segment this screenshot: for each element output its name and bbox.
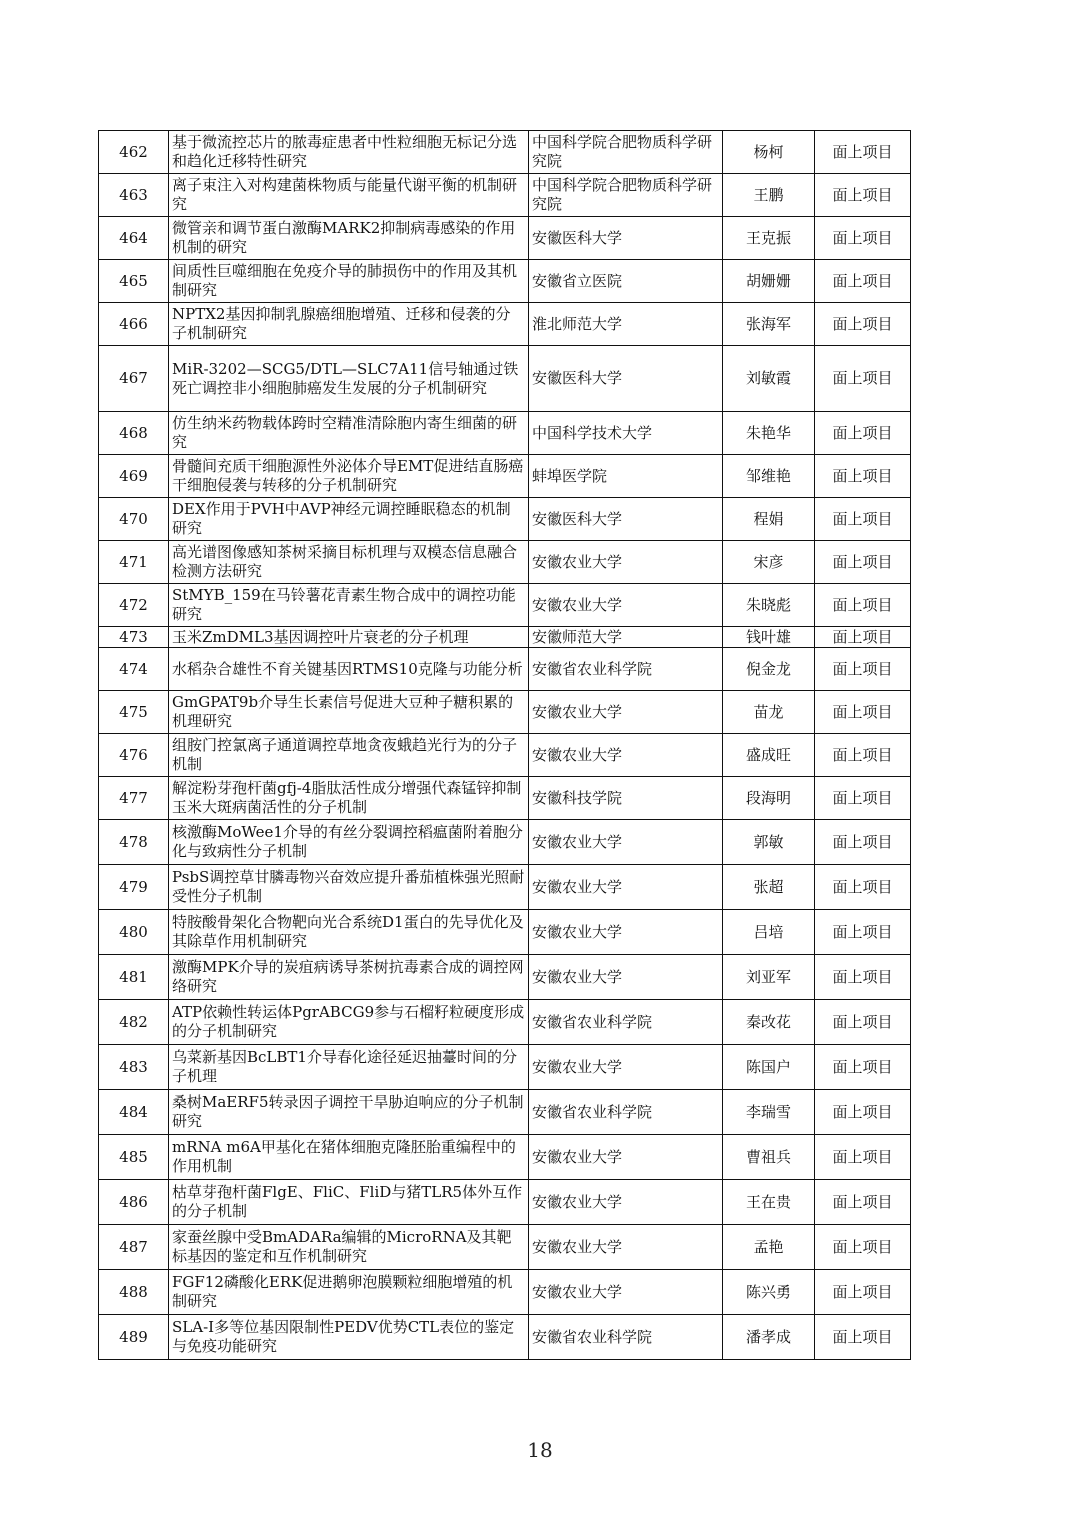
leader-cell: 王鹏 xyxy=(723,174,815,217)
leader-cell: 杨柯 xyxy=(723,131,815,174)
project-number-cell: 481 xyxy=(99,955,169,1000)
institution-cell: 安徽省农业科学院 xyxy=(529,1000,723,1045)
institution-cell: 安徽农业大学 xyxy=(529,820,723,865)
leader-cell: 陈兴勇 xyxy=(723,1270,815,1315)
project-type-cell: 面上项目 xyxy=(815,648,911,691)
project-type-cell: 面上项目 xyxy=(815,910,911,955)
table-row xyxy=(99,627,911,648)
project-type-cell: 面上项目 xyxy=(815,260,911,303)
leader-cell: 胡姗姗 xyxy=(723,260,815,303)
leader-cell: 程娟 xyxy=(723,498,815,541)
project-title-cell: 组胺门控氯离子通道调控草地贪夜蛾趋光行为的分子机制 xyxy=(169,734,529,777)
leader-cell: 朱艳华 xyxy=(723,412,815,455)
project-number-cell: 465 xyxy=(99,260,169,303)
table-row xyxy=(99,820,911,865)
project-title-cell: NPTX2基因抑制乳腺癌细胞增殖、迁移和侵袭的分子机制研究 xyxy=(169,303,529,346)
project-type-cell: 面上项目 xyxy=(815,584,911,627)
project-type-cell: 面上项目 xyxy=(815,1000,911,1045)
institution-cell: 安徽医科大学 xyxy=(529,217,723,260)
leader-cell: 邹维艳 xyxy=(723,455,815,498)
table-row xyxy=(99,1315,911,1360)
project-number-cell: 467 xyxy=(99,346,169,412)
project-title-cell: 核激酶MoWee1介导的有丝分裂调控稻瘟菌附着胞分化与致病性分子机制 xyxy=(169,820,529,865)
project-number-cell: 470 xyxy=(99,498,169,541)
project-type-cell: 面上项目 xyxy=(815,734,911,777)
table-row xyxy=(99,1225,911,1270)
project-type-cell: 面上项目 xyxy=(815,955,911,1000)
table-row xyxy=(99,777,911,820)
table-row xyxy=(99,1180,911,1225)
institution-cell: 安徽农业大学 xyxy=(529,1045,723,1090)
project-type-cell: 面上项目 xyxy=(815,346,911,412)
leader-cell: 刘亚军 xyxy=(723,955,815,1000)
table-row xyxy=(99,217,911,260)
table-row xyxy=(99,910,911,955)
project-number-cell: 485 xyxy=(99,1135,169,1180)
project-number-cell: 476 xyxy=(99,734,169,777)
project-title-cell: 特胺酸骨架化合物靶向光合系统D1蛋白的先导优化及其除草作用机制研究 xyxy=(169,910,529,955)
leader-cell: 王在贵 xyxy=(723,1180,815,1225)
project-title-cell: 激酶MPK介导的炭疽病诱导茶树抗毒素合成的调控网络研究 xyxy=(169,955,529,1000)
project-type-cell: 面上项目 xyxy=(815,627,911,648)
leader-cell: 倪金龙 xyxy=(723,648,815,691)
institution-cell: 安徽医科大学 xyxy=(529,498,723,541)
institution-cell: 安徽省农业科学院 xyxy=(529,1090,723,1135)
institution-cell: 安徽农业大学 xyxy=(529,1135,723,1180)
project-title-cell: 基于微流控芯片的脓毒症患者中性粒细胞无标记分选和趋化迁移特性研究 xyxy=(169,131,529,174)
project-number-cell: 487 xyxy=(99,1225,169,1270)
institution-cell: 蚌埠医学院 xyxy=(529,455,723,498)
project-number-cell: 471 xyxy=(99,541,169,584)
leader-cell: 郭敏 xyxy=(723,820,815,865)
project-number-cell: 489 xyxy=(99,1315,169,1360)
table-body xyxy=(99,131,911,1360)
project-title-cell: 枯草芽孢杆菌FlgE、FliC、FliD与猪TLR5体外互作的分子机制 xyxy=(169,1180,529,1225)
project-number-cell: 486 xyxy=(99,1180,169,1225)
project-number-cell: 480 xyxy=(99,910,169,955)
table-row xyxy=(99,648,911,691)
table-row xyxy=(99,584,911,627)
leader-cell: 张超 xyxy=(723,865,815,910)
leader-cell: 吕培 xyxy=(723,910,815,955)
project-type-cell: 面上项目 xyxy=(815,303,911,346)
project-title-cell: GmGPAT9b介导生长素信号促进大豆种子糖积累的机理研究 xyxy=(169,691,529,734)
project-title-cell: StMYB_159在马铃薯花青素生物合成中的调控功能研究 xyxy=(169,584,529,627)
project-number-cell: 462 xyxy=(99,131,169,174)
project-number-cell: 469 xyxy=(99,455,169,498)
institution-cell: 安徽农业大学 xyxy=(529,955,723,1000)
project-type-cell: 面上项目 xyxy=(815,1090,911,1135)
project-type-cell: 面上项目 xyxy=(815,1135,911,1180)
table-row xyxy=(99,734,911,777)
table-row xyxy=(99,303,911,346)
project-title-cell: FGF12磷酸化ERK促进鹅卵泡膜颗粒细胞增殖的机制研究 xyxy=(169,1270,529,1315)
project-number-cell: 479 xyxy=(99,865,169,910)
institution-cell: 安徽省农业科学院 xyxy=(529,1315,723,1360)
table-row xyxy=(99,1090,911,1135)
leader-cell: 曹祖兵 xyxy=(723,1135,815,1180)
project-title-cell: PsbS调控草甘膦毒物兴奋效应提升番茄植株强光照耐受性分子机制 xyxy=(169,865,529,910)
institution-cell: 安徽农业大学 xyxy=(529,691,723,734)
project-title-cell: SLA-I多等位基因限制性PEDV优势CTL表位的鉴定与免疫功能研究 xyxy=(169,1315,529,1360)
institution-cell: 淮北师范大学 xyxy=(529,303,723,346)
leader-cell: 段海明 xyxy=(723,777,815,820)
institution-cell: 中国科学院合肥物质科学研究院 xyxy=(529,131,723,174)
leader-cell: 秦改花 xyxy=(723,1000,815,1045)
project-type-cell: 面上项目 xyxy=(815,1315,911,1360)
project-number-cell: 488 xyxy=(99,1270,169,1315)
institution-cell: 中国科学院合肥物质科学研究院 xyxy=(529,174,723,217)
institution-cell: 安徽科技学院 xyxy=(529,777,723,820)
table-row xyxy=(99,691,911,734)
project-number-cell: 472 xyxy=(99,584,169,627)
table-row xyxy=(99,865,911,910)
project-number-cell: 478 xyxy=(99,820,169,865)
project-title-cell: 高光谱图像感知茶树采摘目标机理与双模态信息融合检测方法研究 xyxy=(169,541,529,584)
project-type-cell: 面上项目 xyxy=(815,498,911,541)
leader-cell: 盛成旺 xyxy=(723,734,815,777)
project-type-cell: 面上项目 xyxy=(815,691,911,734)
table-row xyxy=(99,541,911,584)
table-row xyxy=(99,498,911,541)
project-type-cell: 面上项目 xyxy=(815,1180,911,1225)
table-row xyxy=(99,174,911,217)
project-number-cell: 475 xyxy=(99,691,169,734)
institution-cell: 安徽农业大学 xyxy=(529,1225,723,1270)
project-number-cell: 464 xyxy=(99,217,169,260)
institution-cell: 安徽省农业科学院 xyxy=(529,648,723,691)
project-title-cell: MiR-3202—SCG5/DTL—SLC7A11信号轴通过铁死亡调控非小细胞肺癌发生发展的分子机制研究 xyxy=(169,346,529,412)
leader-cell: 潘孝成 xyxy=(723,1315,815,1360)
institution-cell: 安徽农业大学 xyxy=(529,734,723,777)
project-type-cell: 面上项目 xyxy=(815,174,911,217)
project-number-cell: 463 xyxy=(99,174,169,217)
table-row xyxy=(99,1045,911,1090)
project-type-cell: 面上项目 xyxy=(815,131,911,174)
project-number-cell: 477 xyxy=(99,777,169,820)
leader-cell: 宋彦 xyxy=(723,541,815,584)
project-title-cell: 桑树MaERF5转录因子调控干旱胁迫响应的分子机制研究 xyxy=(169,1090,529,1135)
institution-cell: 安徽医科大学 xyxy=(529,346,723,412)
institution-cell: 安徽省立医院 xyxy=(529,260,723,303)
table-row xyxy=(99,955,911,1000)
institution-cell: 安徽农业大学 xyxy=(529,910,723,955)
project-type-cell: 面上项目 xyxy=(815,777,911,820)
table-row xyxy=(99,131,911,174)
page-number: 18 xyxy=(527,1438,553,1462)
project-title-cell: 水稻杂合雄性不育关键基因RTMS10克隆与功能分析 xyxy=(169,648,529,691)
project-type-cell: 面上项目 xyxy=(815,1225,911,1270)
leader-cell: 苗龙 xyxy=(723,691,815,734)
leader-cell: 刘敏霞 xyxy=(723,346,815,412)
table-row xyxy=(99,412,911,455)
leader-cell: 孟艳 xyxy=(723,1225,815,1270)
project-title-cell: 乌菜新基因BcLBT1介导春化途径延迟抽薹时间的分子机理 xyxy=(169,1045,529,1090)
project-type-cell: 面上项目 xyxy=(815,455,911,498)
project-number-cell: 483 xyxy=(99,1045,169,1090)
project-title-cell: 家蚕丝腺中受BmADARa编辑的MicroRNA及其靶标基因的鉴定和互作机制研究 xyxy=(169,1225,529,1270)
leader-cell: 钱叶雄 xyxy=(723,627,815,648)
project-number-cell: 482 xyxy=(99,1000,169,1045)
project-title-cell: mRNA m6A甲基化在猪体细胞克隆胚胎重编程中的作用机制 xyxy=(169,1135,529,1180)
project-title-cell: 玉米ZmDML3基因调控叶片衰老的分子机理 xyxy=(169,627,529,648)
leader-cell: 朱晓彪 xyxy=(723,584,815,627)
leader-cell: 张海军 xyxy=(723,303,815,346)
table-row xyxy=(99,1000,911,1045)
project-title-cell: ATP依赖性转运体PgrABCG9参与石榴籽粒硬度形成的分子机制研究 xyxy=(169,1000,529,1045)
project-list-table xyxy=(98,130,911,1360)
project-type-cell: 面上项目 xyxy=(815,1270,911,1315)
project-type-cell: 面上项目 xyxy=(815,1045,911,1090)
project-title-cell: 间质性巨噬细胞在免疫介导的肺损伤中的作用及其机制研究 xyxy=(169,260,529,303)
project-type-cell: 面上项目 xyxy=(815,217,911,260)
table-row xyxy=(99,346,911,412)
table-row xyxy=(99,455,911,498)
project-title-cell: 骨髓间充质干细胞源性外泌体介导EMT促进结直肠癌干细胞侵袭与转移的分子机制研究 xyxy=(169,455,529,498)
table-row xyxy=(99,1270,911,1315)
institution-cell: 安徽农业大学 xyxy=(529,584,723,627)
project-number-cell: 484 xyxy=(99,1090,169,1135)
table-row xyxy=(99,260,911,303)
project-title-cell: 离子束注入对构建菌株物质与能量代谢平衡的机制研究 xyxy=(169,174,529,217)
project-type-cell: 面上项目 xyxy=(815,541,911,584)
project-type-cell: 面上项目 xyxy=(815,865,911,910)
institution-cell: 中国科学技术大学 xyxy=(529,412,723,455)
institution-cell: 安徽农业大学 xyxy=(529,541,723,584)
project-number-cell: 473 xyxy=(99,627,169,648)
project-title-cell: DEX作用于PVH中AVP神经元调控睡眠稳态的机制研究 xyxy=(169,498,529,541)
institution-cell: 安徽师范大学 xyxy=(529,627,723,648)
institution-cell: 安徽农业大学 xyxy=(529,1180,723,1225)
project-type-cell: 面上项目 xyxy=(815,412,911,455)
project-title-cell: 仿生纳米药物载体跨时空精准清除胞内寄生细菌的研究 xyxy=(169,412,529,455)
institution-cell: 安徽农业大学 xyxy=(529,1270,723,1315)
leader-cell: 王克振 xyxy=(723,217,815,260)
project-type-cell: 面上项目 xyxy=(815,820,911,865)
project-title-cell: 解淀粉芽孢杆菌gfj-4脂肽活性成分增强代森锰锌抑制玉米大斑病菌活性的分子机制 xyxy=(169,777,529,820)
leader-cell: 李瑞雪 xyxy=(723,1090,815,1135)
project-title-cell: 微管亲和调节蛋白激酶MARK2抑制病毒感染的作用机制的研究 xyxy=(169,217,529,260)
table-row xyxy=(99,1135,911,1180)
institution-cell: 安徽农业大学 xyxy=(529,865,723,910)
project-number-cell: 466 xyxy=(99,303,169,346)
leader-cell: 陈国户 xyxy=(723,1045,815,1090)
project-number-cell: 468 xyxy=(99,412,169,455)
project-number-cell: 474 xyxy=(99,648,169,691)
